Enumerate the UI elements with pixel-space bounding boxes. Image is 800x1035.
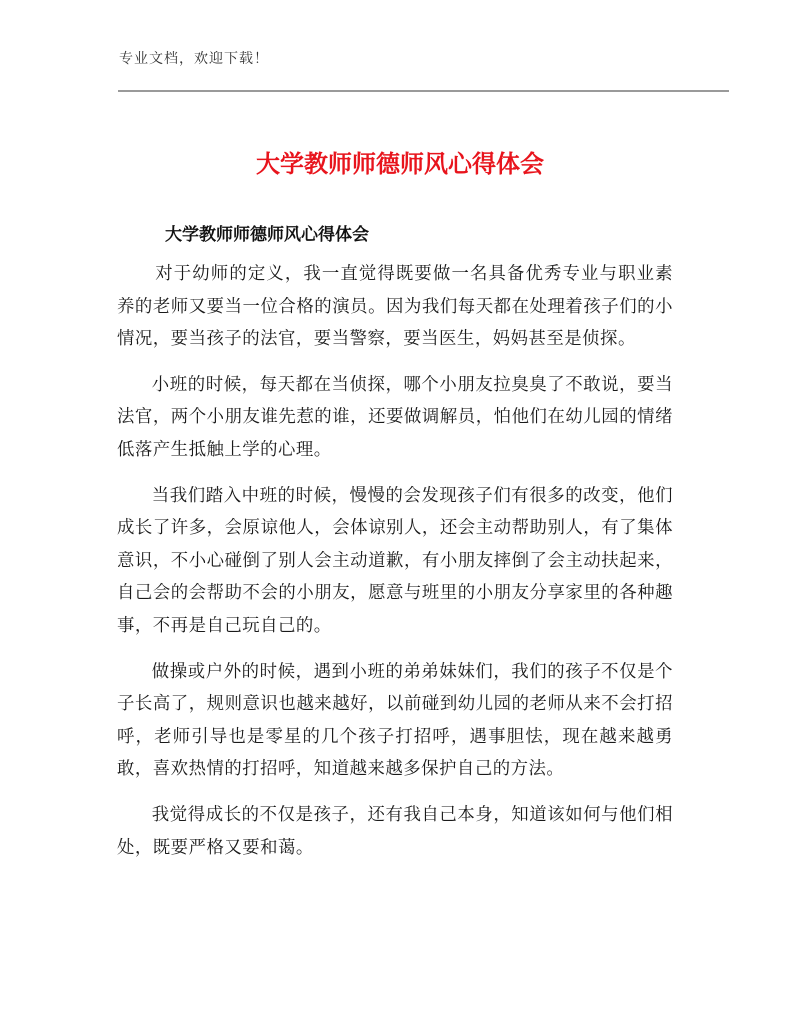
paragraph: 做操或户外的时候，遇到小班的弟弟妹妹们，我们的孩子不仅是个子长高了，规则意识也越来越好，以前碰到幼儿园的老师从来不会打招呼，老师引导也是零星的几个孩子打招呼，遇事胆怯，现在越来越勇敢，喜欢热情的打招呼，知道越来越多保护自己的方法。 bbox=[117, 661, 673, 780]
header-note: 专业文档，欢迎下载！ bbox=[119, 51, 269, 67]
document-title: 大学教师师德师风心得体会 bbox=[256, 150, 544, 178]
paragraph: 我觉得成长的不仅是孩子，还有我自己本身，知道该如何与他们相处，既要严格又要和蔼。 bbox=[117, 804, 673, 858]
document-body bbox=[117, 258, 673, 877]
document-subtitle: 大学教师师德师风心得体会 bbox=[165, 225, 369, 245]
paragraph: 小班的时候，每天都在当侦探，哪个小朋友拉臭臭了不敢说，要当法官，两个小朋友谁先惹的谁，还要做调解员，怕他们在幼儿园的情绪低落产生抵触上学的心理。 bbox=[117, 374, 673, 460]
header-divider bbox=[118, 90, 729, 92]
paragraph: 当我们踏入中班的时候，慢慢的会发现孩子们有很多的改变，他们成长了许多，会原谅他人，会体谅别人，还会主动帮助别人，有了集体意识，不小心碰倒了别人会主动道歉，有小朋友摔倒了会主动扶起来，自己会的会帮助不会的小朋友，愿意与班里的小朋友分享家里的各种趣事，不再是自己玩自己的。 bbox=[117, 485, 673, 636]
paragraph: 对于幼师的定义，我一直觉得既要做一名具备优秀专业与职业素养的老师又要当一位合格的演员。因为我们每天都在处理着孩子们的小情况，要当孩子的法官，要当警察，要当医生，妈妈甚至是侦探。 bbox=[117, 264, 673, 350]
